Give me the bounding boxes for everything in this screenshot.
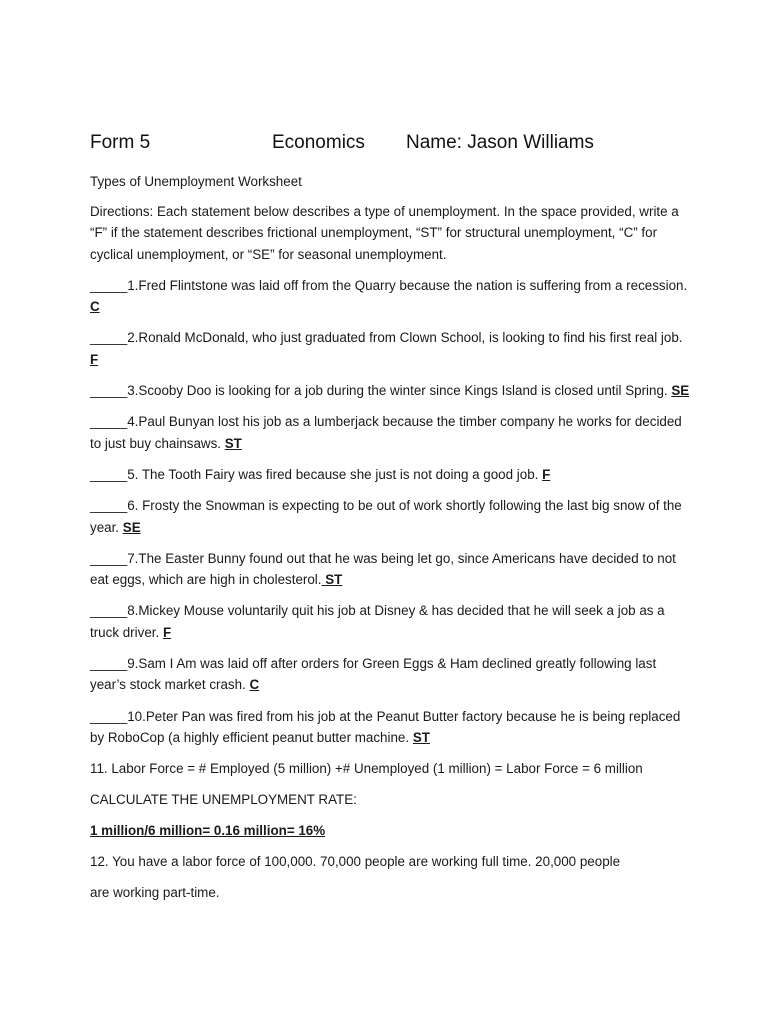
subject-label: Economics [272, 132, 365, 153]
question-12-line-2: are working part-time. [90, 885, 220, 901]
answer-text: C [90, 299, 100, 315]
question-11: 11. Labor Force = # Employed (5 million) +# Unemployed (1 million) = Labor Force = 6 million [90, 761, 643, 777]
student-name: Name: Jason Williams [406, 132, 594, 153]
question-text: _____2.Ronald McDonald, who just graduated from Clown School, is looking to find his first real job. [90, 330, 683, 346]
question-text: _____8.Mickey Mouse voluntarily quit his job at Disney & has decided that he will seek a job as a truck driver. [90, 603, 665, 640]
answer-text: ST [321, 572, 343, 588]
answer-text: C [249, 677, 260, 693]
question-item [90, 706, 690, 749]
question-text: _____10.Peter Pan was fired from his job at the Peanut Butter factory because he is being replaced by RoboCop (a highly efficient peanut butter machine. [90, 708, 681, 745]
question-item [90, 327, 690, 370]
calculation-answer: 1 million/6 million= 0.16 million= 16% [90, 823, 326, 839]
answer-text: F [90, 351, 99, 367]
question-text: _____1.Fred Flintstone was laid off from the Quarry because the nation is suffering from a recession. [90, 277, 688, 293]
question-item [90, 411, 690, 454]
answer-text: ST [412, 729, 430, 745]
answer-text: F [542, 466, 551, 482]
answer-text: ST [224, 435, 242, 451]
question-text: _____9.Sam I Am was laid off after orders for Green Eggs & Ham declined greatly following last year’s stock market crash. [90, 656, 657, 693]
worksheet-page [90, 126, 690, 903]
worksheet-header [90, 126, 690, 160]
question-item [90, 495, 690, 538]
form-label: Form 5 [90, 132, 151, 153]
worksheet-title: Types of Unemployment Worksheet [90, 174, 302, 189]
answer-text: SE [671, 383, 690, 399]
question-12-line-1: 12. You have a labor force of 100,000. 70,000 people are working full time. 20,000 people [90, 854, 621, 870]
question-item [90, 600, 690, 643]
question-item [90, 275, 690, 318]
question-text: _____4.Paul Bunyan lost his job as a lumberjack because the timber company he works for decided to just buy chainsaws. [90, 414, 682, 451]
question-list [90, 275, 690, 748]
question-item [90, 380, 690, 401]
question-text: _____7.The Easter Bunny found out that he was being let go, since Americans have decided to not eat eggs, which are high in cholesterol. [90, 550, 676, 588]
question-text: _____3.Scooby Doo is looking for a job during the winter since Kings Island is closed until Spring. [90, 383, 672, 399]
calculate-label: CALCULATE THE UNEMPLOYMENT RATE: [90, 792, 357, 808]
question-item [90, 653, 690, 696]
answer-text: F [162, 624, 172, 640]
directions-text: Directions: Each statement below describes a type of unemployment. In the space provided, write a “F” if the statement describes frictional unemployment, “ST” for structural unemployment, “C” for cyclical unemployment, or “SE” for seasonal unemployment. [90, 204, 679, 262]
question-text: _____5. The Tooth Fairy was fired because she just is not doing a good job. [90, 466, 543, 482]
answer-text: SE [122, 519, 141, 535]
question-item [90, 548, 690, 591]
question-text: _____6. Frosty the Snowman is expecting to be out of work shortly following the last big snow of the year. [90, 498, 682, 535]
question-item [90, 464, 690, 485]
